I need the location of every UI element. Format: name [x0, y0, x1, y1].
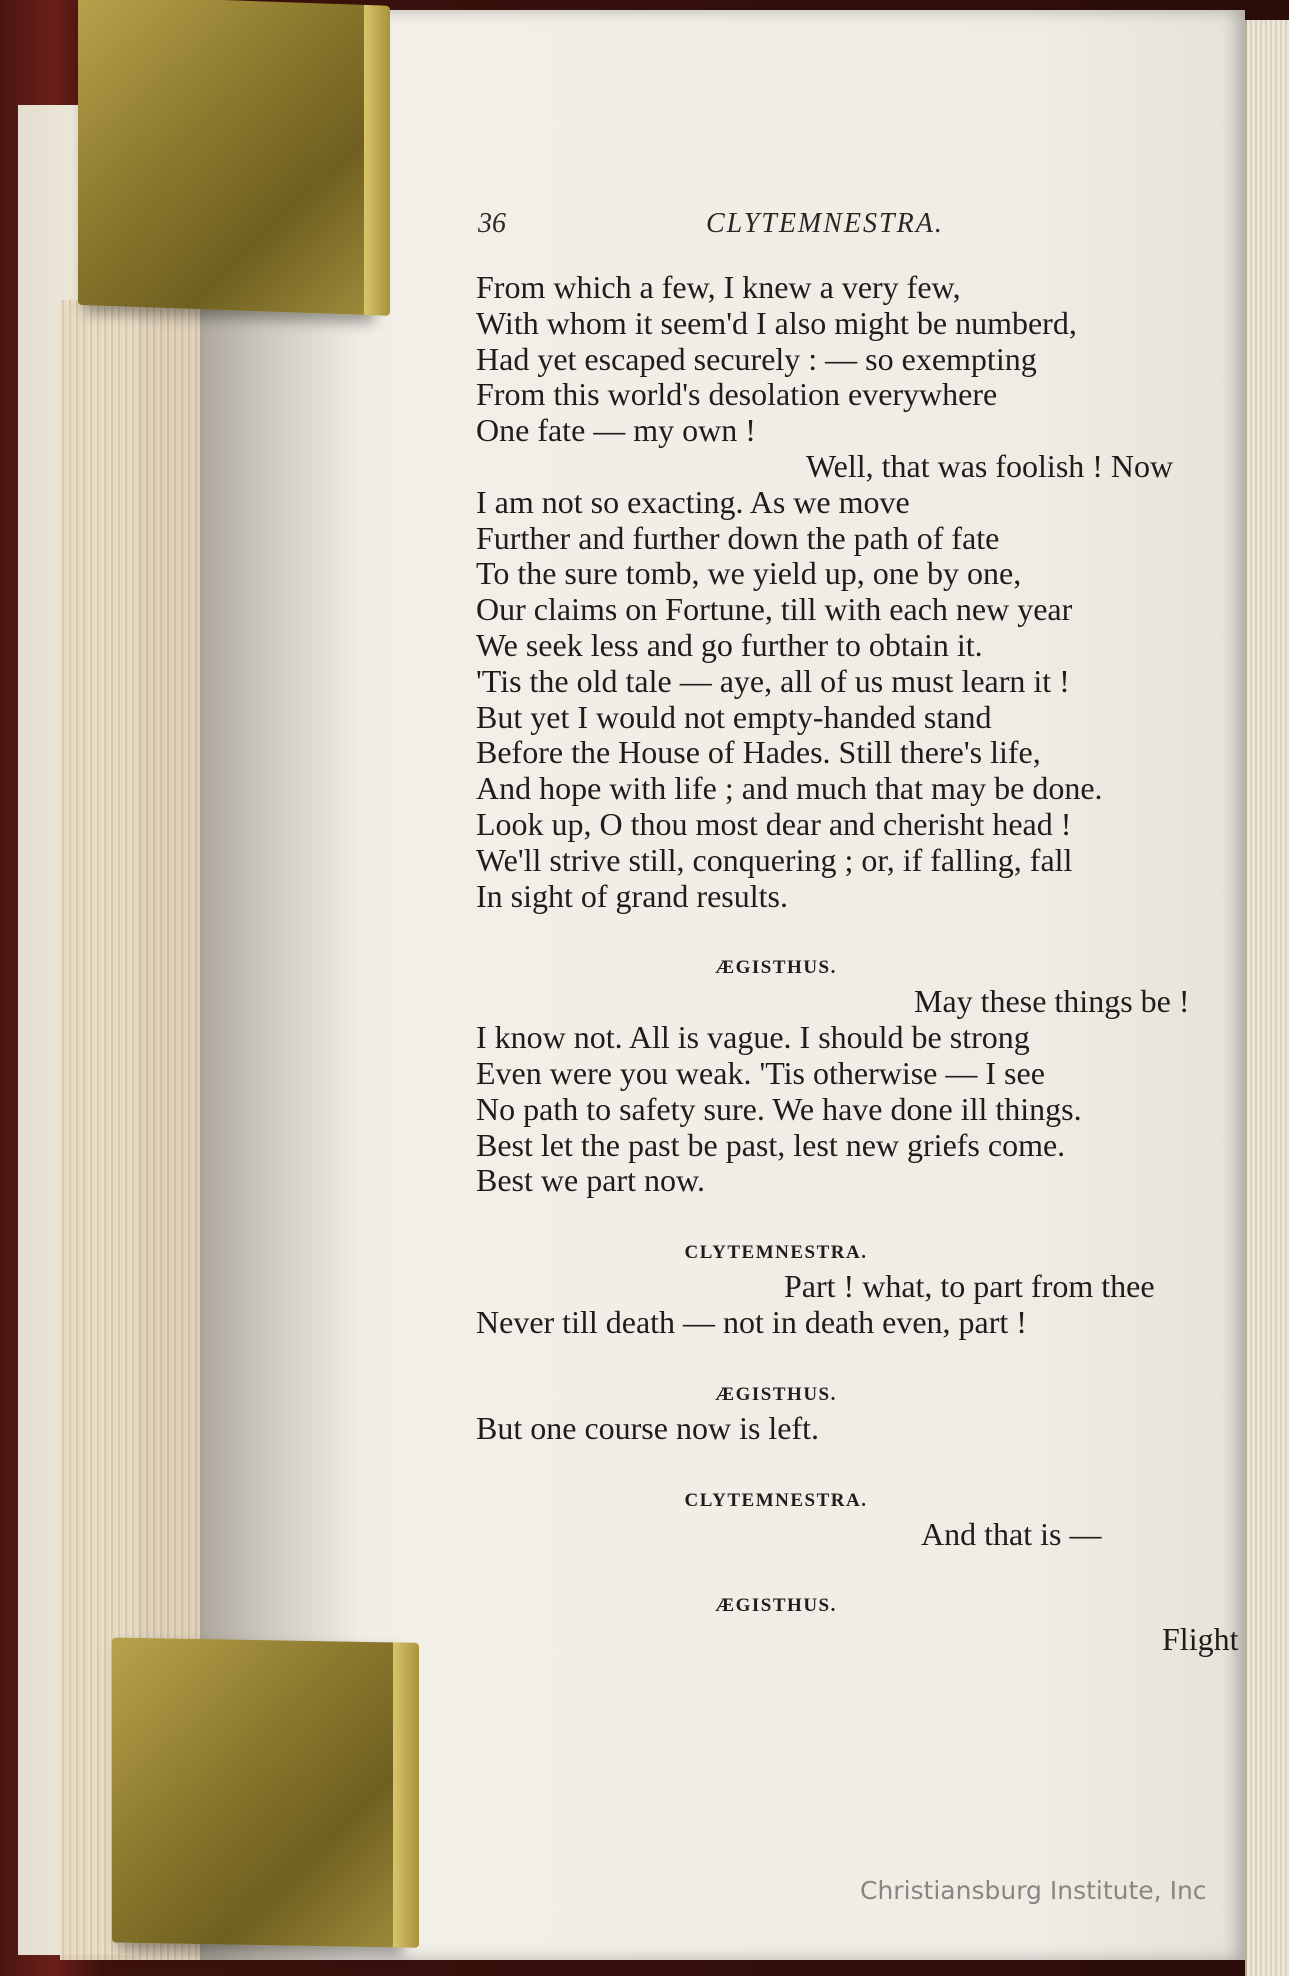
passage-block: [476, 270, 1246, 914]
text-line-indented: And that is —: [921, 1515, 1102, 1552]
text-line: Best let the past be past, lest new griefs come.: [476, 1126, 1066, 1163]
text-line: Never till death — not in death even, part !: [476, 1303, 1027, 1340]
speaker-name: ÆGISTHUS.: [715, 1383, 837, 1405]
text-line: But yet I would not empty-handed stand: [476, 698, 992, 735]
text-line: No path to safety sure. We have done ill things.: [476, 1090, 1082, 1127]
text-line: With whom it seem'd I also might be numberd,: [476, 304, 1077, 341]
text-line-indented: Well, that was foolish ! Now: [806, 447, 1174, 484]
text-line: 'Tis the old tale — aye, all of us must learn it !: [476, 662, 1070, 699]
text-line: From which a few, I knew a very few,: [476, 269, 961, 305]
brass-clip-bottom: [112, 1638, 397, 1948]
speaker-name: CLYTEMNESTRA.: [684, 1242, 868, 1264]
text-line: I am not so exacting. As we move: [476, 483, 910, 520]
brass-clip-top: [78, 0, 368, 315]
page-stack-edge: [1245, 20, 1289, 1976]
text-line: And hope with life ; and much that may be done.: [476, 770, 1103, 807]
text-line: But one course now is left.: [476, 1409, 820, 1446]
text-line-indented: Part ! what, to part from thee: [784, 1268, 1155, 1305]
watermark: Christiansburg Institute, Inc: [860, 1876, 1207, 1905]
speaker-name: ÆGISTHUS.: [715, 957, 837, 979]
text-line: Best we part now.: [476, 1162, 705, 1199]
text-line: Even were you weak. 'Tis otherwise — I see: [476, 1054, 1045, 1091]
text-line: Had yet escaped securely : — so exempting: [476, 340, 1037, 377]
page-header: [478, 208, 1018, 248]
text-line-indented: May these things be !: [914, 983, 1190, 1020]
text-line: I know not. All is vague. I should be strong: [476, 1019, 1030, 1056]
speaker-name: ÆGISTHUS.: [715, 1595, 837, 1617]
text-line: One fate — my own !: [476, 412, 756, 449]
running-title: CLYTEMNESTRA.: [706, 208, 944, 239]
text-line: To the sure tomb, we yield up, one by one,: [476, 555, 1022, 592]
text-line: Our claims on Fortune, till with each new year: [476, 591, 1073, 628]
text-line: Before the House of Hades. Still there's life,: [476, 734, 1041, 771]
text-line: Further and further down the path of fate: [476, 519, 1000, 556]
text-line: Look up, O thou most dear and cherisht head !: [476, 805, 1072, 842]
page-number: 36: [478, 208, 506, 239]
text-line: We'll strive still, conquering ; or, if falling, fall: [476, 841, 1073, 878]
speaker-name: CLYTEMNESTRA.: [684, 1489, 868, 1511]
text-line: In sight of grand results.: [476, 877, 788, 914]
poem-text: [476, 270, 1246, 1658]
text-line: From this world's desolation everywhere: [476, 376, 998, 413]
text-line-indented: Flight: [1162, 1621, 1239, 1658]
text-line: We seek less and go further to obtain it.: [476, 626, 983, 663]
